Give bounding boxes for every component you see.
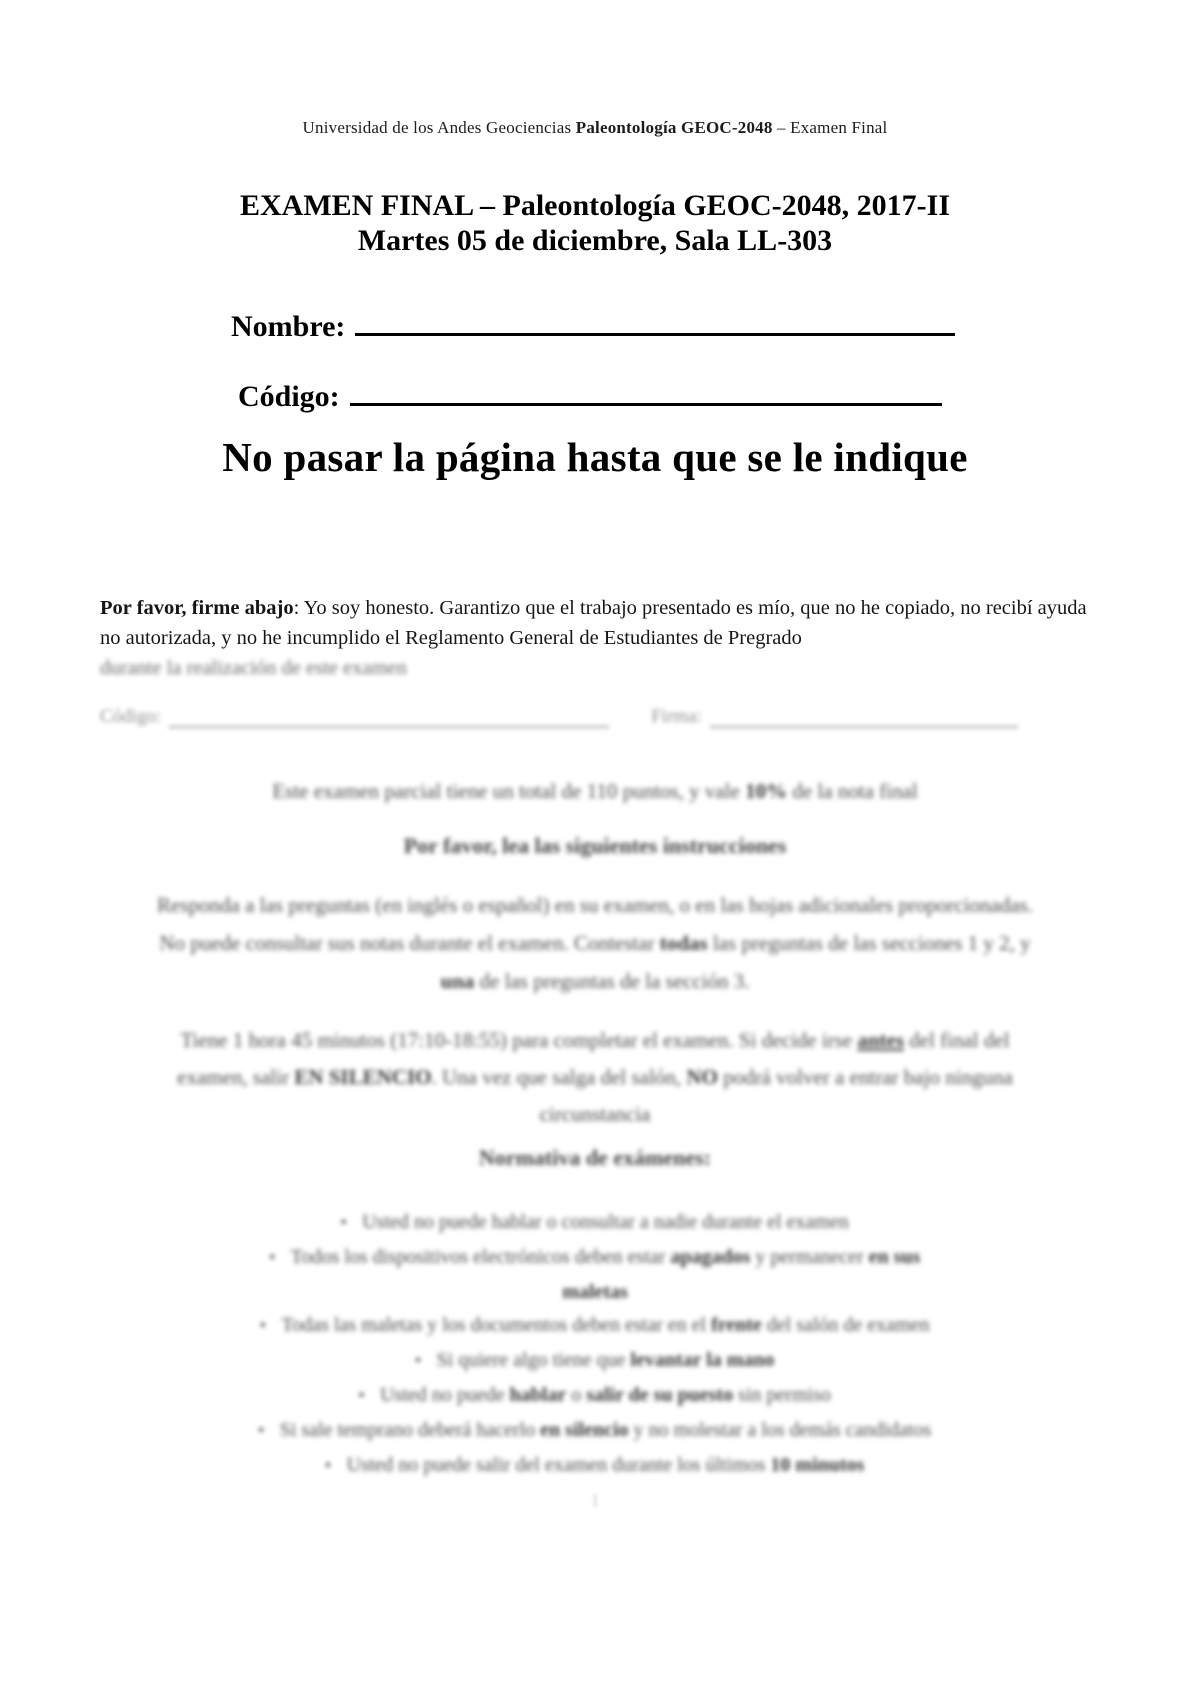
rule-item-leave-quietly	[145, 1414, 1045, 1449]
instructions-heading: Por favor, lea las siguientes instrucciones	[403, 833, 787, 858]
bullet-square-icon: ▪	[415, 1353, 421, 1368]
time-text-3: . Una vez que salga del salón,	[431, 1065, 687, 1089]
respond-text-2: las preguntas de las secciones 1 y 2, y	[707, 931, 1031, 955]
time-limit-paragraph	[145, 1022, 1045, 1133]
points-percentage: 10%	[745, 779, 788, 803]
bullet-square-icon: ▪	[269, 1250, 275, 1265]
bullet-square-icon: ▪	[341, 1215, 347, 1230]
rule-bold-hablar: hablar	[509, 1384, 567, 1406]
bullet-square-icon: ▪	[359, 1388, 365, 1403]
rule-item-raise-hand	[145, 1344, 1045, 1379]
honor-blurred-tail: durante la realización de este examen	[100, 656, 407, 679]
code-blank-line	[350, 373, 942, 406]
rule-text: del salón de examen	[761, 1314, 930, 1336]
honor-statement	[100, 593, 1090, 683]
signature-blank-line	[710, 706, 1018, 728]
rule-bold-en-sus: en sus	[868, 1246, 921, 1268]
time-bold-en-silencio: EN SILENCIO	[294, 1065, 432, 1089]
signature-row	[100, 706, 1090, 728]
points-text-2: de la nota final	[787, 779, 918, 803]
signature-label: Firma:	[651, 706, 702, 727]
rule-text: Todos los dispositivos electrónicos deben estar	[290, 1246, 671, 1268]
running-header-suffix: – Examen Final	[772, 118, 888, 137]
points-summary-line	[0, 779, 1190, 804]
respond-bold-una: una	[440, 969, 475, 993]
code-field-row	[238, 373, 942, 414]
respond-text-3: de las preguntas de la sección 3.	[474, 969, 750, 993]
rule-bold-10-minutos: 10 minutos	[770, 1454, 865, 1476]
rule-item-devices-off	[145, 1241, 1045, 1309]
signature-code-blank-line	[169, 706, 609, 728]
rule-bold-salir-puesto: salir de su puesto	[586, 1384, 734, 1406]
rule-bold-en-silencio: en silencio	[540, 1419, 629, 1441]
rule-item-bags-front	[145, 1309, 1045, 1344]
rule-item-last-10-minutes	[145, 1449, 1045, 1484]
do-not-turn-page-notice: No pasar la página hasta que se le indique	[222, 434, 968, 480]
rule-text: y permanecer	[750, 1246, 869, 1268]
exam-rules-list	[145, 1206, 1045, 1484]
rule-text: Si quiere algo tiene que	[436, 1349, 631, 1371]
page-number: 1	[590, 1490, 600, 1510]
honor-body: : Yo soy honesto. Garantizo que el trabajo presentado es mío, que no he copiado, no recibí ayuda no autorizada, y no he incumplido el Reglamento General de Estudiantes de Pregrado	[100, 596, 1087, 649]
rule-bold-frente: frente	[711, 1314, 762, 1336]
rule-text: o	[566, 1384, 587, 1406]
time-bold-no: NO	[686, 1065, 718, 1089]
rule-text: Usted no puede	[380, 1384, 510, 1406]
exam-title	[0, 188, 1190, 258]
exam-rules-heading: Normativa de exámenes:	[478, 1145, 712, 1170]
name-field-row	[231, 303, 955, 344]
rule-item-no-talking	[145, 1206, 1045, 1241]
time-text-4: podrá volver a entrar bajo ninguna circunstancia	[539, 1065, 1013, 1126]
name-label: Nombre:	[231, 310, 346, 343]
time-text-1: Tiene 1 hora 45 minutos (17:10-18:55) para completar el examen. Si decide irse	[180, 1028, 858, 1052]
rule-bold-levantar-mano: levantar la mano	[630, 1349, 775, 1371]
rule-text: Si sale temprano deberá hacerlo	[279, 1419, 541, 1441]
name-blank-line	[355, 303, 955, 336]
rule-bold-apagados: apagados	[670, 1246, 751, 1268]
running-header	[0, 118, 1190, 138]
time-underline-antes: antes	[857, 1028, 904, 1052]
rule-text: y no molestar a los demás candidatos	[628, 1419, 932, 1441]
exam-title-line2: Martes 05 de diciembre, Sala LL-303	[357, 224, 833, 257]
bullet-square-icon: ▪	[260, 1318, 266, 1333]
bullet-square-icon: ▪	[258, 1423, 264, 1438]
rule-text: Usted no puede hablar o consultar a nadie durante el examen	[362, 1211, 849, 1233]
points-text-1: Este examen parcial tiene un total de 110 puntos, y vale	[272, 779, 746, 803]
bullet-square-icon: ▪	[325, 1458, 331, 1473]
exam-title-line1: EXAMEN FINAL – Paleontología GEOC-2048, 2017-II	[239, 189, 950, 222]
code-label: Código:	[238, 380, 340, 413]
rule-text: sin permiso	[733, 1384, 831, 1406]
respond-bold-todas: todas	[659, 931, 708, 955]
rule-text: Usted no puede salir del examen durante los últimos	[346, 1454, 771, 1476]
signature-code-label: Código:	[100, 706, 162, 727]
respond-text-1: Responda a las preguntas (en inglés o español) en su examen, o en las hojas adicionales proporcionadas. No puede consultar sus notas durante el examen. Contestar	[157, 893, 1033, 955]
time-text-2: del final del examen, salir	[177, 1028, 1010, 1089]
rule-text: Todas las maletas y los documentos deben estar en el	[281, 1314, 712, 1336]
response-instructions-paragraph	[145, 886, 1045, 1000]
running-header-course: Paleontología GEOC-2048	[575, 118, 773, 137]
honor-lead: Por favor, firme abajo	[100, 596, 294, 619]
rule-item-no-leaving-seat	[145, 1379, 1045, 1414]
running-header-university: Universidad de los Andes Geociencias	[302, 118, 576, 137]
rule-bold-maletas: maletas	[562, 1281, 628, 1303]
